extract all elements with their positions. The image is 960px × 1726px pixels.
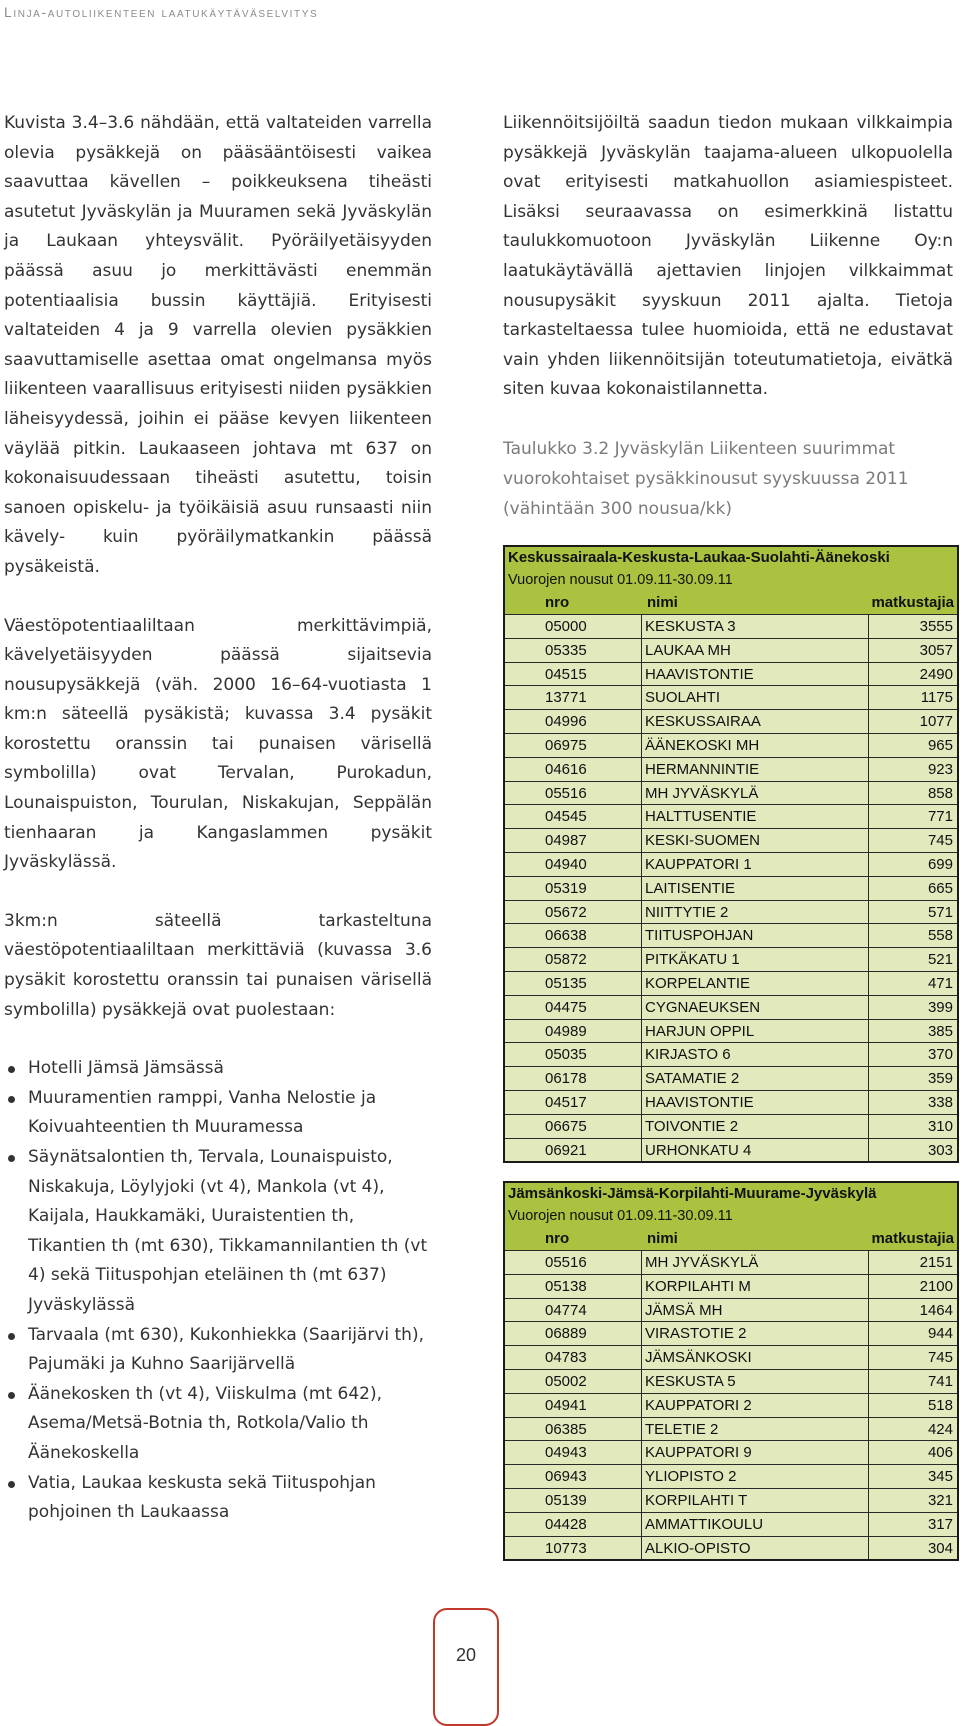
cell-nro: 04517 (505, 1091, 642, 1114)
page-number: 20 (455, 1645, 477, 1665)
cell-matkustajia: 699 (927, 855, 953, 873)
cell-nimi: CYGNAEUKSEN (642, 996, 869, 1019)
table-row (505, 685, 957, 709)
cell-matkustajia: 745 (927, 1349, 953, 1367)
cell-matkustajia: 3057 (919, 641, 953, 659)
cell-nimi: MH JYVÄSKYLÄ (642, 1251, 869, 1274)
cell-nimi: HALTTUSENTIE (642, 805, 869, 828)
cell-nro: 05000 (505, 615, 642, 638)
list-item: Säynätsalontien th, Tervala, Lounaispuisto, Niskakuja, Löylyjoki (vt 4), Mankola (vt 4), Kaijala, Haukkamäki, Uuraistentien th, Tikantien th (mt 630), Tikkamannilantien th (vt 4) sekä Tiituspohjan eteläinen th (mt 637) Jyväskylässä (4, 1143, 432, 1321)
cell-nro: 06921 (505, 1139, 642, 1162)
cell-nimi: ALKIO-OPISTO (642, 1537, 869, 1560)
cell-nimi: YLIOPISTO 2 (642, 1465, 869, 1488)
cell-nimi: TOIVONTIE 2 (642, 1115, 869, 1138)
cell-nro: 05335 (505, 639, 642, 662)
cell-matkustajia: 359 (927, 1070, 953, 1088)
cell-nimi: ÄÄNEKOSKI MH (642, 734, 869, 757)
cell-nro: 05035 (505, 1043, 642, 1066)
cell-nro: 04943 (505, 1441, 642, 1464)
boardings-table-keskussairaala-aanekoski (503, 545, 959, 1163)
table-row (505, 1321, 957, 1345)
cell-nimi: SATAMATIE 2 (642, 1067, 869, 1090)
cell-nimi: KESKUSTA 5 (642, 1370, 869, 1393)
list-item: Tarvaala (mt 630), Kukonhiekka (Saarijärvi th), Pajumäki ja Kuhno Saarijärvellä (4, 1321, 432, 1380)
cell-nro: 04940 (505, 853, 642, 876)
boardings-table-jamsankoski-jyvaskyla (503, 1181, 959, 1561)
table-row (505, 1488, 957, 1512)
cell-matkustajia: 558 (927, 927, 953, 945)
table-caption: Taulukko 3.2 Jyväskylän Liikenteen suurimmat vuorokohtaiset pysäkkinousut syyskuussa 2011 (vähintään 300 nousua/kk) (503, 438, 909, 519)
running-header: Linja-autoliikenteen laatukäytäväselvitys (4, 4, 319, 20)
cell-nro: 04428 (505, 1513, 642, 1536)
column-header-matkustajia: matkustajia (871, 594, 954, 611)
table-row (505, 971, 957, 995)
cell-matkustajia: 471 (927, 974, 953, 992)
cell-nimi: HAAVISTONTIE (642, 663, 869, 686)
cell-nimi: SUOLAHTI (642, 686, 869, 709)
cell-matkustajia: 424 (927, 1420, 953, 1438)
cell-matkustajia: 338 (927, 1093, 953, 1111)
cell-nro: 04987 (505, 829, 642, 852)
cell-nro: 04783 (505, 1346, 642, 1369)
table-row (505, 1090, 957, 1114)
cell-nimi: KIRJASTO 6 (642, 1043, 869, 1066)
cell-nimi: PITKÄKATU 1 (642, 948, 869, 971)
cell-nimi: TIITUSPOHJAN (642, 924, 869, 947)
left-column (4, 109, 432, 1528)
cell-matkustajia: 518 (927, 1396, 953, 1414)
table-row (505, 852, 957, 876)
cell-matkustajia: 665 (927, 879, 953, 897)
cell-matkustajia: 741 (927, 1372, 953, 1390)
table-row (505, 804, 957, 828)
cell-matkustajia: 317 (927, 1515, 953, 1533)
list-item: Muuramentien ramppi, Vanha Nelostie ja Koivuahteentien th Muuramessa (4, 1084, 432, 1143)
cell-nro: 05138 (505, 1275, 642, 1298)
cell-nro: 05002 (505, 1370, 642, 1393)
cell-nimi: VIRASTOTIE 2 (642, 1322, 869, 1345)
cell-nimi: NIITTYTIE 2 (642, 901, 869, 924)
cell-nro: 05516 (505, 782, 642, 805)
cell-nro: 05516 (505, 1251, 642, 1274)
table-row (505, 1536, 957, 1560)
column-header-nimi: nimi (647, 594, 678, 611)
table-row (505, 876, 957, 900)
table-body (505, 614, 957, 1161)
cell-matkustajia: 345 (927, 1468, 953, 1486)
table-subtitle: Vuorojen nousut 01.09.11-30.09.11 (505, 1205, 957, 1227)
table-row (505, 1138, 957, 1162)
cell-nimi: JÄMSÄNKOSKI (642, 1346, 869, 1369)
cell-nimi: KAUPPATORI 9 (642, 1441, 869, 1464)
cell-matkustajia: 399 (927, 998, 953, 1016)
cell-nimi: HARJUN OPPIL (642, 1020, 869, 1043)
table-row (505, 638, 957, 662)
column-header-matkustajia: matkustajia (871, 1230, 954, 1247)
table-row (505, 1298, 957, 1322)
column-header-nro: nro (545, 594, 570, 611)
cell-matkustajia: 1175 (920, 689, 953, 707)
stop-list (4, 1054, 432, 1528)
cell-matkustajia: 385 (927, 1022, 953, 1040)
cell-nro: 06943 (505, 1465, 642, 1488)
cell-nimi: JÄMSÄ MH (642, 1299, 869, 1322)
cell-matkustajia: 1077 (919, 713, 953, 731)
cell-nro: 10773 (505, 1537, 642, 1560)
cell-nimi: TELETIE 2 (642, 1418, 869, 1441)
table-row (505, 781, 957, 805)
column-header-nro: nro (545, 1230, 570, 1247)
cell-nimi: LAITISENTIE (642, 877, 869, 900)
cell-nro: 04545 (505, 805, 642, 828)
table-row (505, 923, 957, 947)
cell-nro: 06975 (505, 734, 642, 757)
cell-nro: 06638 (505, 924, 642, 947)
cell-nimi: AMMATTIKOULU (642, 1513, 869, 1536)
cell-matkustajia: 304 (927, 1539, 953, 1557)
cell-nro: 06889 (505, 1322, 642, 1345)
column-header-nimi: nimi (647, 1230, 678, 1247)
table-row (505, 1042, 957, 1066)
cell-matkustajia: 2100 (919, 1277, 953, 1295)
table-row (505, 1345, 957, 1369)
cell-nimi: KAUPPATORI 1 (642, 853, 869, 876)
table-row (505, 1019, 957, 1043)
cell-nimi: KESKI-SUOMEN (642, 829, 869, 852)
cell-matkustajia: 2151 (919, 1254, 953, 1271)
cell-matkustajia: 571 (927, 903, 953, 921)
cell-matkustajia: 370 (927, 1046, 953, 1064)
right-column (503, 109, 953, 524)
cell-nro: 04515 (505, 663, 642, 686)
cell-nro: 06385 (505, 1418, 642, 1441)
cell-nro: 05872 (505, 948, 642, 971)
cell-nro: 05139 (505, 1489, 642, 1512)
table-row (505, 1464, 957, 1488)
cell-nro: 13771 (505, 686, 642, 709)
table-subtitle: Vuorojen nousut 01.09.11-30.09.11 (505, 569, 957, 591)
cell-nimi: HERMANNINTIE (642, 758, 869, 781)
page-number-tab (433, 1608, 499, 1726)
table-row (505, 1369, 957, 1393)
cell-nimi: KESKUSTA 3 (642, 615, 869, 638)
cell-nimi: MH JYVÄSKYLÄ (642, 782, 869, 805)
table-row (505, 733, 957, 757)
cell-nro: 05672 (505, 901, 642, 924)
table-row (505, 1066, 957, 1090)
cell-nro: 04616 (505, 758, 642, 781)
cell-nro: 04941 (505, 1394, 642, 1417)
table-row (505, 995, 957, 1019)
table-row (505, 947, 957, 971)
cell-nimi: KORPILAHTI M (642, 1275, 869, 1298)
cell-nro: 06178 (505, 1067, 642, 1090)
cell-matkustajia: 858 (927, 784, 953, 802)
table-row (505, 1417, 957, 1441)
cell-nimi: KORPELANTIE (642, 972, 869, 995)
cell-nro: 05135 (505, 972, 642, 995)
paragraph-walking-distance: Kuvista 3.4–3.6 nähdään, että valtateiden varrella olevia pysäkkejä on pääsääntöisesti vaikea saavuttaa kävellen – poikkeuksena tiheästi asutetut Jyväskylän ja Muuramen sekä Jyväskylän ja Laukaan yhteysvälit. Pyöräilyetäisyyden päässä asuu jo merkittävästi enemmän potentiaalisia bussin käyttäjiä. Erityisesti valtateiden 4 ja 9 varrella olevien pysäkkien saavuttamiselle asettaa omat ongelmansa myös liikenteen vaarallisuus erityisesti niiden pysäkkien läheisyydessä, joihin ei pääse kevyen liikenteen väylää pitkin. Laukaaseen johtava mt 637 on kokonaisuudessaan tiheästi asutettu, toisin sanoen opiskelu- ja työikäisiä asuu runsaasti niin kävely- kuin pyöräilymatkankin päässä pysäkeistä. (4, 113, 432, 577)
table-row (505, 1393, 957, 1417)
table-title: Jämsänkoski-Jämsä-Korpilahti-Muurame-Jyväskylä (505, 1183, 957, 1205)
paragraph-operator-info: Liikennöitsijöiltä saadun tiedon mukaan vilkkaimpia pysäkkejä Jyväskylän taajama-alueen ulkopuolella ovat erityisesti matkahuollon asiamiespisteet. Lisäksi seuraavassa on esimerkkinä listattu taulukkomuotoon Jyväskylän Liikenne Oy:n laatukäytävällä ajettavien linjojen vilkkaimmat nousupysäkit syyskuun 2011 ajalta. Tietoja tarkasteltaessa tulee huomioida, että ne edustavat vain yhden liikennöitsijän toteutumatietoja, eivätkä siten kuvaa kokonaistilannetta. (503, 113, 953, 400)
cell-nro: 05319 (505, 877, 642, 900)
table-body (505, 1250, 957, 1559)
cell-matkustajia: 1464 (919, 1301, 953, 1319)
paragraph-population-potential-1km: Väestöpotentiaaliltaan merkittävimpiä, kävelyetäisyyden päässä sijaitsevia nousupysäkkejä (väh. 2000 16–64-vuotiasta 1 km:n säteellä pysäkistä; kuvassa 3.4 pysäkit korostettu oranssin tai punaisen värisellä symbolilla) ovat Tervalan, Purokadun, Lounaispuiston, Tourulan, Niskakujan, Seppälän tienhaaran ja Kangaslammen pysäkit Jyväskylässä. (4, 615, 432, 873)
list-item: Vatia, Laukaa keskusta sekä Tiituspohjan pohjoinen th Laukaassa (4, 1469, 432, 1528)
cell-matkustajia: 923 (927, 760, 953, 778)
table-row (505, 709, 957, 733)
cell-nimi: KESKUSSAIRAA (642, 710, 869, 733)
table-row (505, 1250, 957, 1274)
cell-nro: 04774 (505, 1299, 642, 1322)
cell-matkustajia: 944 (927, 1325, 953, 1343)
cell-nimi: URHONKATU 4 (642, 1139, 869, 1162)
table-row (505, 757, 957, 781)
cell-matkustajia: 745 (927, 832, 953, 850)
paragraph-population-potential-3km: 3km:n säteellä tarkasteltuna väestöpotentiaaliltaan merkittäviä (kuvassa 3.6 pysäkit korostettu oranssin tai punaisen värisellä symbolilla) pysäkkejä ovat puolestaan: (4, 910, 432, 1020)
table-row (505, 828, 957, 852)
table-header-row (505, 591, 957, 614)
cell-matkustajia: 965 (927, 736, 953, 754)
cell-matkustajia: 310 (927, 1117, 953, 1135)
cell-matkustajia: 521 (927, 951, 953, 969)
table-row (505, 1512, 957, 1536)
table-row (505, 1440, 957, 1464)
cell-nro: 04996 (505, 710, 642, 733)
cell-matkustajia: 3555 (919, 618, 953, 635)
cell-matkustajia: 321 (927, 1491, 953, 1509)
list-item: Äänekosken th (vt 4), Viiskulma (mt 642), Asema/Metsä-Botnia th, Rotkola/Valio th Äänekoskella (4, 1380, 432, 1469)
table-row (505, 662, 957, 686)
cell-nimi: KORPILAHTI T (642, 1489, 869, 1512)
table-row (505, 900, 957, 924)
cell-nimi: HAAVISTONTIE (642, 1091, 869, 1114)
table-title: Keskussairaala-Keskusta-Laukaa-Suolahti-Äänekoski (505, 547, 957, 569)
cell-nimi: KAUPPATORI 2 (642, 1394, 869, 1417)
table-row (505, 614, 957, 638)
table-header-row (505, 1227, 957, 1250)
cell-nro: 04475 (505, 996, 642, 1019)
table-row (505, 1114, 957, 1138)
cell-matkustajia: 771 (927, 808, 953, 826)
table-row (505, 1274, 957, 1298)
cell-nimi: LAUKAA MH (642, 639, 869, 662)
cell-matkustajia: 2490 (919, 665, 953, 683)
cell-matkustajia: 303 (927, 1141, 953, 1159)
cell-matkustajia: 406 (927, 1444, 953, 1462)
cell-nro: 04989 (505, 1020, 642, 1043)
cell-nro: 06675 (505, 1115, 642, 1138)
list-item: Hotelli Jämsä Jämsässä (4, 1054, 432, 1084)
